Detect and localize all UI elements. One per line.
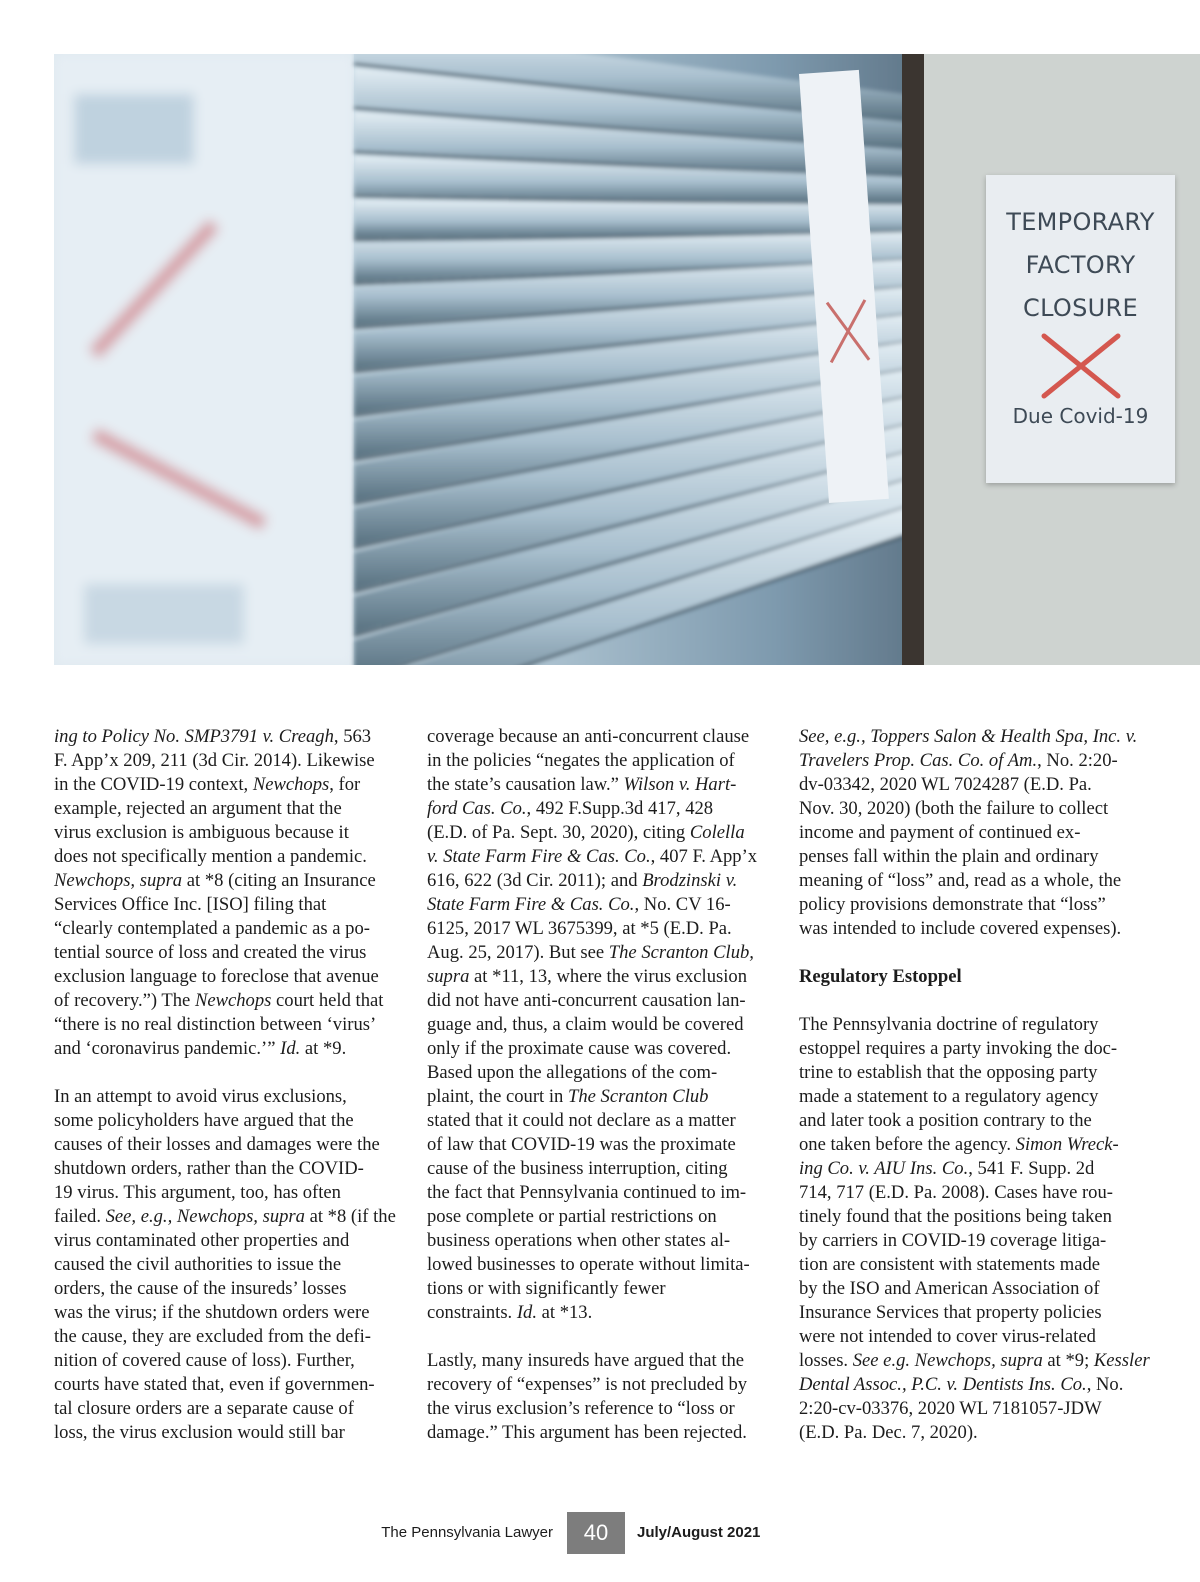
text-line: courts have stated that, even if governmen- — [54, 1374, 375, 1395]
text-line: The Pennsylvania doctrine of regulatory — [799, 1014, 1099, 1035]
text-line: one taken before the agency. Simon Wreck- — [799, 1134, 1119, 1155]
col2-paragraph-2 — [427, 1349, 767, 1445]
text-line: 19 virus. This argument, too, has often — [54, 1182, 341, 1203]
text-line: tion are consistent with statements made — [799, 1254, 1101, 1275]
text-line: penses fall within the plain and ordinary — [799, 846, 1099, 867]
text-line: tinely found that the positions being taken — [799, 1206, 1112, 1227]
sign-line-2: FACTORY — [1025, 251, 1136, 279]
text-line: failed. See, e.g., Newchops, supra at *8 (if the — [54, 1206, 396, 1227]
text-line: 616, 622 (3d Cir. 2011); and Brodzinski v. — [427, 870, 738, 891]
text-line: shutdown orders, rather than the COVID- — [54, 1158, 364, 1179]
text-line: causes of their losses and damages were the — [54, 1134, 380, 1155]
text-line: pose complete or partial restrictions on — [427, 1206, 717, 1227]
col1-paragraph-1 — [54, 725, 394, 1061]
text-line: guage and, thus, a claim would be covered — [427, 1014, 744, 1035]
text-line: loss, the virus exclusion would still bar — [54, 1422, 345, 1443]
text-line: and ‘coronavirus pandemic.’” Id. at *9. — [54, 1038, 347, 1059]
text-line: by the ISO and American Association of — [799, 1278, 1100, 1299]
text-line: 2:20-cv-03376, 2020 WL 7181057-JDW — [799, 1398, 1102, 1419]
column-1 — [54, 725, 394, 1445]
closure-sign — [986, 175, 1175, 483]
text-line: Dental Assoc., P.C. v. Dentists Ins. Co., No. — [799, 1374, 1124, 1395]
text-line: did not have anti-concurrent causation lan- — [427, 990, 746, 1011]
column-2 — [427, 725, 767, 1445]
text-line: “clearly contemplated a pandemic as a po- — [54, 918, 370, 939]
text-line: State Farm Fire & Cas. Co., No. CV 16- — [427, 894, 731, 915]
text-line: ing Co. v. AIU Ins. Co., 541 F. Supp. 2d — [799, 1158, 1095, 1179]
text-line: 714, 717 (E.D. Pa. 2008). Cases have rou- — [799, 1182, 1113, 1203]
text-line: recovery of “expenses” is not precluded by — [427, 1374, 748, 1395]
text-line: plaint, the court in The Scranton Club — [427, 1086, 709, 1107]
text-line: (E.D. Pa. Dec. 7, 2020). — [799, 1422, 978, 1443]
text-line: Newchops, supra at *8 (citing an Insurance — [54, 870, 376, 891]
text-line: See, e.g., Toppers Salon & Health Spa, Inc. v. — [799, 726, 1138, 747]
text-line: constraints. Id. at *13. — [427, 1302, 593, 1323]
text-line: virus contaminated other properties and — [54, 1230, 350, 1251]
text-line: Lastly, many insureds have argued that the — [427, 1350, 745, 1371]
col1-paragraph-2 — [54, 1085, 394, 1445]
col3-paragraph-1 — [799, 725, 1139, 941]
text-line: F. App’x 209, 211 (3d Cir. 2014). Likewise — [54, 750, 375, 771]
col2-paragraph-1 — [427, 725, 767, 1325]
text-line: estoppel requires a party invoking the doc- — [799, 1038, 1118, 1059]
text-line: caused the civil authorities to issue the — [54, 1254, 342, 1275]
text-line: does not specifically mention a pandemic. — [54, 846, 367, 867]
text-line: the cause, they are excluded from the defi- — [54, 1326, 371, 1347]
text-line: example, rejected an argument that the — [54, 798, 342, 819]
text-line: tal closure orders are a separate cause of — [54, 1398, 354, 1419]
sign-line-1: TEMPORARY — [1006, 208, 1155, 236]
text-line: meaning of “loss” and, read as a whole, the — [799, 870, 1122, 891]
text-line: 6125, 2017 WL 3675399, at *5 (E.D. Pa. — [427, 918, 732, 939]
col3-paragraph-2 — [799, 1013, 1150, 1445]
page-number: 40 — [567, 1512, 625, 1554]
text-line: dv-03342, 2020 WL 7024287 (E.D. Pa. — [799, 774, 1092, 795]
issue-date: July/August 2021 — [637, 1524, 761, 1541]
text-line: damage.” This argument has been rejected. — [427, 1422, 747, 1443]
text-line: by carriers in COVID-19 coverage litiga- — [799, 1230, 1107, 1251]
text-line: “there is no real distinction between ‘virus’ — [54, 1014, 377, 1035]
page-footer — [0, 1512, 1200, 1554]
text-line: ford Cas. Co., 492 F.Supp.3d 417, 428 — [427, 798, 714, 819]
text-line: only if the proximate cause was covered. — [427, 1038, 732, 1059]
text-line: Travelers Prop. Cas. Co. of Am., No. 2:20- — [799, 750, 1118, 771]
text-line: income and payment of continued ex- — [799, 822, 1081, 843]
text-line: the virus exclusion’s reference to “loss or — [427, 1398, 735, 1419]
text-line: exclusion language to foreclose that avenue — [54, 966, 379, 987]
text-line: ing to Policy No. SMP3791 v. Creagh, 563 — [54, 726, 372, 747]
column-3 — [799, 725, 1150, 1445]
text-line: was intended to include covered expenses). — [799, 918, 1122, 939]
text-line: orders, the cause of the insureds’ losses — [54, 1278, 347, 1299]
text-line: losses. See e.g. Newchops, supra at *9; Kessler — [799, 1350, 1150, 1371]
sign-footer: Due Covid-19 — [1012, 404, 1149, 428]
text-line: of recovery.”) The Newchops court held that — [54, 990, 384, 1011]
magazine-title: The Pennsylvania Lawyer — [381, 1524, 553, 1541]
text-line: the state’s causation law.” Wilson v. Hart- — [427, 774, 737, 795]
text-line: of law that COVID-19 was the proximate — [427, 1134, 736, 1155]
text-line: some policyholders have argued that the — [54, 1110, 354, 1131]
text-line: coverage because an anti-concurrent clause — [427, 726, 750, 747]
text-line: Based upon the allegations of the com- — [427, 1062, 718, 1083]
text-line: and later took a position contrary to the — [799, 1110, 1092, 1131]
text-line: Nov. 30, 2020) (both the failure to collect — [799, 798, 1109, 819]
sign-line-3: CLOSURE — [1023, 294, 1138, 322]
text-line: policy provisions demonstrate that “loss” — [799, 894, 1106, 915]
text-line: supra at *11, 13, where the virus exclusion — [427, 966, 748, 987]
section-heading: Regulatory Estoppel — [799, 966, 962, 987]
text-line: was the virus; if the shutdown orders were — [54, 1302, 370, 1323]
text-line: lowed businesses to operate without limita- — [427, 1254, 750, 1275]
text-line: stated that it could not declare as a matter — [427, 1110, 736, 1131]
text-line: trine to establish that the opposing party — [799, 1062, 1098, 1083]
text-line: In an attempt to avoid virus exclusions, — [54, 1086, 347, 1107]
hero-photo — [54, 54, 1200, 665]
text-line: the fact that Pennsylvania continued to im- — [427, 1182, 747, 1203]
text-line: tions or with significantly fewer — [427, 1278, 666, 1299]
text-line: virus exclusion is ambiguous because it — [54, 822, 349, 843]
text-line: business operations when other states al- — [427, 1230, 731, 1251]
red-x-icon — [1036, 330, 1126, 402]
text-line: cause of the business interruption, citing — [427, 1158, 728, 1179]
text-line: Insurance Services that property policies — [799, 1302, 1102, 1323]
text-line: v. State Farm Fire & Cas. Co., 407 F. App’x — [427, 846, 758, 867]
text-line: made a statement to a regulatory agency — [799, 1086, 1099, 1107]
text-line: (E.D. of Pa. Sept. 30, 2020), citing Colella — [427, 822, 745, 843]
text-line: Services Office Inc. [ISO] filing that — [54, 894, 327, 915]
text-line: in the policies “negates the application of — [427, 750, 735, 771]
text-line: were not intended to cover virus-related — [799, 1326, 1096, 1347]
text-line: in the COVID-19 context, Newchops, for — [54, 774, 361, 795]
text-line: tential source of loss and created the virus — [54, 942, 367, 963]
text-line: Aug. 25, 2017). But see The Scranton Club, — [427, 942, 754, 963]
text-line: nition of covered cause of loss). Further, — [54, 1350, 355, 1371]
